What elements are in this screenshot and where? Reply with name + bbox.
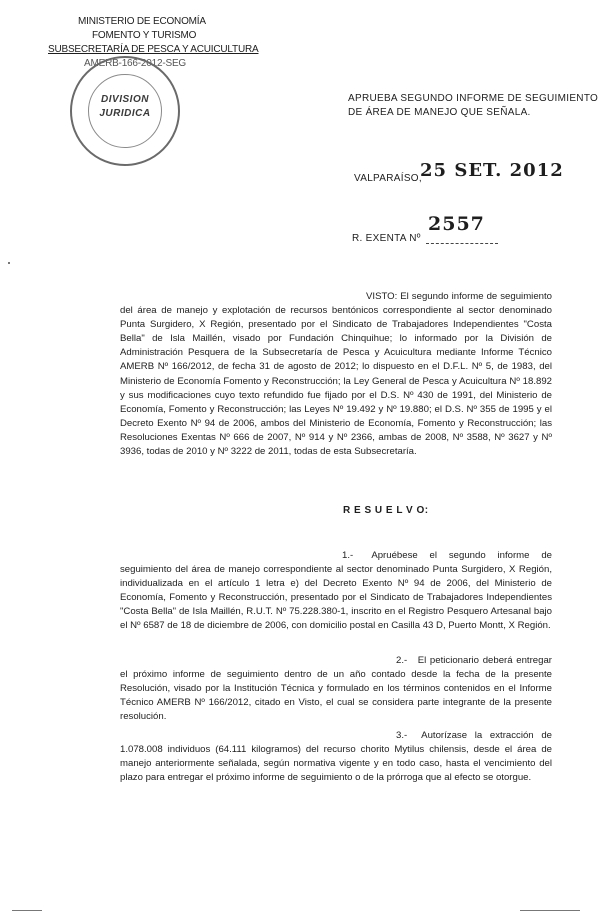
- item-3-number: 3.-: [396, 730, 408, 741]
- division-juridica-stamp: [70, 56, 180, 166]
- exenta-underline: [426, 243, 498, 244]
- resolution-item-2: [120, 654, 552, 724]
- stamp-line-1: DIVISION: [101, 94, 149, 105]
- item-3-text: Autorízase la extracción de 1.078.008 individuos (64.111 kilogramos) del recurso chorito Mytilus chilensis, desde el área de manejo anteriormente señalada, según normativa vigente y en todo caso, hasta el vencimiento del plazo para entregar el próximo informe de seguimiento o de la prórroga que al efecto se otorgue.: [120, 730, 552, 784]
- stamp-line-2: JURIDICA: [99, 108, 151, 119]
- item-2-number: 2.-: [396, 655, 408, 666]
- date-place: VALPARAÍSO,: [354, 173, 422, 184]
- reference-line-1: APRUEBA SEGUNDO INFORME DE SEGUIMIENTO: [348, 93, 599, 104]
- date-value: 25 SET. 2012: [420, 160, 564, 181]
- ministry-line-3: SUBSECRETARÍA DE PESCA Y ACUICULTURA: [48, 44, 259, 55]
- item-1-text: Apruébese el segundo informe de seguimiento del área de manejo correspondiente al sector denominado Punta Surgidero, X Región, individualizada en el artículo 1 letra e) del Decreto Exento Nº 94 de 2006, del Ministerio de Economía, Fomento y Reconstrucción, presentado por el Sindicato de Trabajadores Independientes "Costa Bella" de Isla Maillén, R.U.T. Nº 75.228.380-1, inscrito en el Registro Pesquero Artesanal bajo el Nº 6587 de 18 de diciembre de 2006, con domicilio postal en Casilla 43 D, Puerto Montt, X Región.: [120, 550, 552, 632]
- exenta-label: R. EXENTA Nº: [352, 233, 421, 244]
- scan-mark-bottom-right: [520, 910, 580, 911]
- item-2-text: El peticionario deberá entregar el próximo informe de seguimiento dentro de un año contado desde la fecha de la presente Resolución, visado por la Institución Técnica y formulado en los términos contenidos en el Informe Técnico AMERB Nº 166/2012, citado en Visto, el cual se considera parte integrante de la presente resolución.: [120, 655, 552, 723]
- resolution-item-1: [120, 549, 552, 634]
- resuelvo-heading: R E S U E L V O:: [343, 505, 429, 516]
- item-1-number: 1.-: [342, 550, 354, 561]
- scan-mark-left: [8, 262, 10, 264]
- visto-paragraph: [120, 290, 552, 459]
- exenta-number: 2557: [428, 213, 485, 235]
- ministry-line-2: FOMENTO Y TURISMO: [92, 30, 197, 41]
- scan-mark-bottom-left: [12, 910, 42, 911]
- resolution-item-3: [120, 729, 552, 785]
- visto-label: VISTO:: [366, 291, 398, 302]
- visto-text: El segundo informe de seguimiento del área de manejo y explotación de recursos bentónicos correspondiente al sector denominado Punta Surgidero, X Región, presentado por el Sindicato de Trabajadores Independientes "Costa Bella" de Isla Maillén, visado por Fundación Chinquihue; lo informado por la División de Administración Pesquera de la Subsecretaría de Pesca y Acuicultura mediante Informe Técnico AMERB Nº 166/2012, de fecha 31 de agosto de 2012; lo dispuesto en el D.F.L. Nº 5, de 1983, del Ministerio de Economía Fomento y Reconstrucción; la Ley General de Pesca y Acuicultura Nº 18.892 y sus modificaciones cuyo texto refundido fue fijado por el D.S. Nº 430 de 1991, del Ministerio de Economía, Fomento y Reconstrucción; las Leyes Nº 19.492 y Nº 19.880; el D.S. Nº 355 de 1995 y el Decreto Exento Nº 94 de 2006, ambos del Ministerio de Economía, Fomento y Reconstrucción; las Resoluciones Exentas Nº 666 de 2007, Nº 914 y Nº 2366, ambas de 2008, Nº 3588, Nº 3627 y Nº 3936, todas de 2010 y Nº 3222 de 2011, todas de esta Subsecretaría.: [120, 291, 552, 458]
- ministry-line-1: MINISTERIO DE ECONOMÍA: [78, 16, 206, 27]
- reference-line-2: DE ÁREA DE MANEJO QUE SEÑALA.: [348, 107, 531, 118]
- ministry-line-4: AMERB-166-2012-SEG: [84, 58, 187, 69]
